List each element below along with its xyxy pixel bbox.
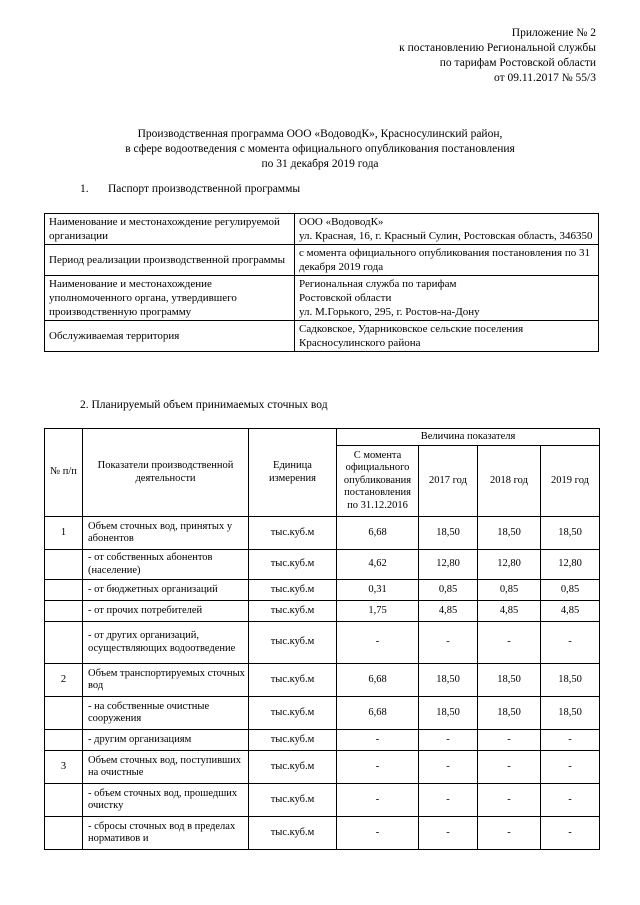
table-row — [45, 580, 600, 601]
passport-value — [295, 276, 599, 321]
row-value-2019: - — [541, 622, 600, 664]
row-unit: тыс.куб.м — [249, 550, 337, 580]
row-value-2018: - — [478, 784, 541, 817]
table-row — [45, 784, 600, 817]
passport-value-line: ул. М.Горького, 295, г. Ростов-на-Дону — [299, 306, 480, 318]
table-row — [45, 622, 600, 664]
header-unit: Единица измерения — [249, 429, 337, 517]
passport-value-line: ул. Красная, 16, г. Красный Сулин, Ростовская область, 346350 — [299, 230, 593, 242]
title-line-1: Производственная программа ООО «ВодоводК», Красносулинский район, — [137, 128, 503, 140]
row-number — [45, 784, 83, 817]
row-value-2018: - — [478, 751, 541, 784]
row-value-2017: 18,50 — [419, 664, 478, 697]
table-row — [45, 517, 600, 550]
passport-value-line: Садковское, Ударниковское сельские поселения Красносулинского района — [299, 323, 524, 349]
row-value-2019: 12,80 — [541, 550, 600, 580]
row-number — [45, 550, 83, 580]
row-indicator: Объем сточных вод, принятых у абонентов — [83, 517, 249, 550]
appendix-line-3: по тарифам Ростовской области — [439, 57, 596, 69]
row-value-2018: - — [478, 622, 541, 664]
row-value-2018: 0,85 — [478, 580, 541, 601]
row-unit: тыс.куб.м — [249, 697, 337, 730]
header-2017: 2017 год — [419, 446, 478, 517]
section-1-number: 1. — [80, 183, 89, 195]
appendix-line-1: Приложение № 2 — [511, 27, 596, 39]
header-value-group: Величина показателя — [337, 429, 600, 446]
row-value-2017: 18,50 — [419, 697, 478, 730]
title-line-2: в сфере водоотведения с момента официального опубликования постановления — [125, 143, 515, 155]
header-base-period: С момента официального опубликования постановления по 31.12.2016 — [337, 446, 419, 517]
section-2-heading: 2. Планируемый объем принимаемых сточных вод — [80, 399, 328, 411]
row-value-2018: 18,50 — [478, 697, 541, 730]
row-value-base: 6,68 — [337, 517, 419, 550]
row-value-2017: - — [419, 622, 478, 664]
passport-row — [45, 214, 599, 245]
row-number — [45, 601, 83, 622]
row-number: 2 — [45, 664, 83, 697]
row-number: 1 — [45, 517, 83, 550]
row-value-2018: 4,85 — [478, 601, 541, 622]
appendix-note — [399, 26, 596, 86]
row-value-base: 6,68 — [337, 664, 419, 697]
table-row — [45, 817, 600, 850]
row-value-2019: 18,50 — [541, 697, 600, 730]
row-unit: тыс.куб.м — [249, 601, 337, 622]
row-value-2017: 0,85 — [419, 580, 478, 601]
row-unit: тыс.куб.м — [249, 784, 337, 817]
row-value-2019: 18,50 — [541, 664, 600, 697]
passport-value-line: Ростовской области — [299, 292, 392, 304]
row-value-2019: - — [541, 751, 600, 784]
row-value-2018: 18,50 — [478, 517, 541, 550]
passport-label: Обслуживаемая территория — [45, 321, 295, 352]
row-value-base: - — [337, 622, 419, 664]
row-value-2018: 12,80 — [478, 550, 541, 580]
row-indicator: - на собственные очистные сооружения — [83, 697, 249, 730]
title-line-3: по 31 декабря 2019 года — [261, 158, 379, 170]
wastewater-volume-table — [44, 428, 600, 850]
row-value-2019: - — [541, 817, 600, 850]
document-title — [60, 127, 580, 172]
passport-value-line: с момента официального опубликования постановления по 31 декабря 2019 года — [299, 247, 590, 273]
row-value-2017: - — [419, 730, 478, 751]
row-value-2019: - — [541, 784, 600, 817]
row-value-base: - — [337, 784, 419, 817]
row-value-base: 0,31 — [337, 580, 419, 601]
passport-value-line: ООО «ВодоводК» — [299, 216, 384, 228]
passport-value — [295, 214, 599, 245]
table-header-row — [45, 429, 600, 446]
passport-row — [45, 321, 599, 352]
row-number — [45, 622, 83, 664]
row-value-2019: 4,85 — [541, 601, 600, 622]
row-number: 3 — [45, 751, 83, 784]
row-value-2017: 12,80 — [419, 550, 478, 580]
row-unit: тыс.куб.м — [249, 817, 337, 850]
appendix-line-4: от 09.11.2017 № 55/3 — [494, 72, 596, 84]
section-1-heading — [80, 183, 300, 195]
header-2019: 2019 год — [541, 446, 600, 517]
row-value-2018: 18,50 — [478, 664, 541, 697]
row-indicator: - от бюджетных организаций — [83, 580, 249, 601]
row-unit: тыс.куб.м — [249, 580, 337, 601]
row-value-base: - — [337, 730, 419, 751]
row-value-2017: - — [419, 784, 478, 817]
header-indicator: Показатели производственной деятельности — [83, 429, 249, 517]
row-indicator: Объем сточных вод, поступивших на очистные — [83, 751, 249, 784]
row-number — [45, 817, 83, 850]
table-row — [45, 751, 600, 784]
row-unit: тыс.куб.м — [249, 517, 337, 550]
row-value-2019: 0,85 — [541, 580, 600, 601]
row-indicator: - объем сточных вод, прошедших очистку — [83, 784, 249, 817]
table-row — [45, 697, 600, 730]
passport-label: Период реализации производственной программы — [45, 245, 295, 276]
row-unit: тыс.куб.м — [249, 730, 337, 751]
passport-value — [295, 245, 599, 276]
table-row — [45, 664, 600, 697]
section-1-title: Паспорт производственной программы — [108, 183, 301, 195]
row-unit: тыс.куб.м — [249, 622, 337, 664]
row-unit: тыс.куб.м — [249, 664, 337, 697]
passport-value — [295, 321, 599, 352]
header-2018: 2018 год — [478, 446, 541, 517]
passport-row — [45, 245, 599, 276]
row-value-2019: 18,50 — [541, 517, 600, 550]
row-value-2017: - — [419, 751, 478, 784]
row-value-base: - — [337, 817, 419, 850]
row-value-base: 1,75 — [337, 601, 419, 622]
row-value-2017: 18,50 — [419, 517, 478, 550]
row-number — [45, 697, 83, 730]
row-indicator: Объем транспортируемых сточных вод — [83, 664, 249, 697]
row-value-2017: 4,85 — [419, 601, 478, 622]
row-value-2017: - — [419, 817, 478, 850]
row-indicator: - от других организаций, осуществляющих водоотведение — [83, 622, 249, 664]
table-body — [45, 517, 600, 850]
table-row — [45, 730, 600, 751]
table-row — [45, 550, 600, 580]
row-indicator: - другим организациям — [83, 730, 249, 751]
row-value-base: - — [337, 751, 419, 784]
row-indicator: - сбросы сточных вод в пределах нормативов и — [83, 817, 249, 850]
row-indicator: - от прочих потребителей — [83, 601, 249, 622]
row-number — [45, 730, 83, 751]
passport-table — [44, 213, 599, 352]
header-num: № п/п — [45, 429, 83, 517]
row-unit: тыс.куб.м — [249, 751, 337, 784]
row-value-base: 6,68 — [337, 697, 419, 730]
appendix-line-2: к постановлению Региональной службы — [399, 42, 596, 54]
passport-row — [45, 276, 599, 321]
row-indicator: - от собственных абонентов (население) — [83, 550, 249, 580]
row-value-2018: - — [478, 730, 541, 751]
passport-label: Наименование и местонахождение регулируемой организации — [45, 214, 295, 245]
table-row — [45, 601, 600, 622]
passport-label: Наименование и местонахождение уполномоченного органа, утвердившего производственную программу — [45, 276, 295, 321]
row-value-2018: - — [478, 817, 541, 850]
row-number — [45, 580, 83, 601]
passport-value-line: Региональная служба по тарифам — [299, 278, 457, 290]
row-value-2019: - — [541, 730, 600, 751]
row-value-base: 4,62 — [337, 550, 419, 580]
